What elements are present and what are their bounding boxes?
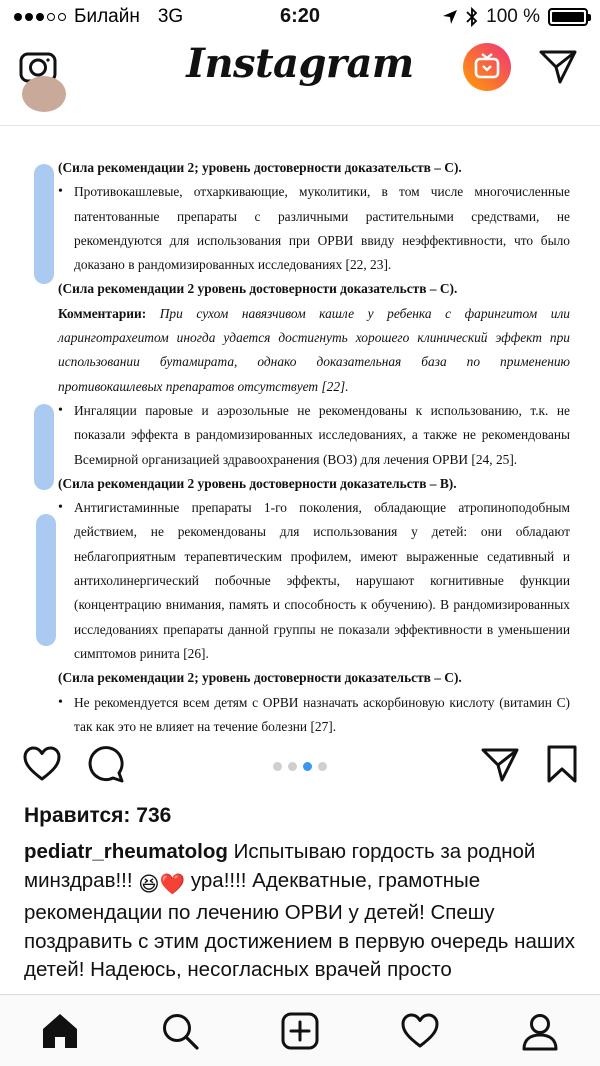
bluetooth-icon: [466, 7, 478, 27]
search-icon[interactable]: [160, 1011, 200, 1051]
home-icon[interactable]: [40, 1011, 80, 1051]
igtv-icon[interactable]: [462, 42, 512, 92]
save-icon[interactable]: [544, 744, 580, 784]
avatar[interactable]: [22, 76, 66, 112]
doc-comment-label: Комментарии:: [58, 305, 147, 321]
document-text: [58, 156, 570, 739]
highlight-mark: [36, 514, 56, 646]
app-header: [0, 36, 600, 100]
post-image[interactable]: [0, 126, 600, 738]
carousel-dot: [318, 762, 327, 771]
caption-text: Испытываю гордость за родной минздрав!!!: [24, 840, 536, 892]
action-bar: [0, 740, 600, 796]
new-post-icon[interactable]: [280, 1011, 320, 1051]
likes-count[interactable]: Нравится: 736: [24, 804, 172, 827]
instagram-logo: Instagram: [186, 40, 414, 87]
caption-text-continued: ура!!!! Адекватные, грамотные рекомендации по лечению ОРВИ у детей! Спешу поздравить с этим достижением в первую очередь наших детей! Надеюсь, несогласных врачей просто: [24, 868, 576, 981]
doc-comment-text: При сухом навязчивом кашле у ребенка с фарингитом или ларинготрахеитом иногда удается достигнуть хорошего клинический эффект при использовании бутамирата, однако доказательная база по применению противокашлевых препаратов отсутствует [22].: [58, 305, 570, 394]
caption-username[interactable]: pediatr_rheumatolog: [24, 840, 228, 863]
network-type: 3G: [157, 6, 184, 27]
activity-icon[interactable]: [400, 1011, 440, 1051]
status-bar: [0, 0, 600, 36]
highlight-mark: [34, 164, 54, 284]
status-right: [442, 6, 588, 28]
battery-fill: [552, 12, 584, 22]
heart-emoji-icon: ❤️: [159, 872, 186, 896]
share-icon[interactable]: [480, 744, 520, 784]
laughing-emoji-icon: 😆: [138, 872, 160, 896]
post-caption: [24, 838, 580, 994]
doc-comment: [58, 302, 570, 399]
header-divider: [0, 102, 600, 126]
direct-message-icon[interactable]: [538, 46, 578, 86]
carousel-dot: [273, 762, 282, 771]
battery-percent: 100 %: [486, 6, 540, 27]
carrier-name: Билайн: [74, 6, 140, 27]
location-icon: [442, 9, 458, 25]
bottom-nav: [0, 994, 600, 1066]
doc-bullet: • Не рекомендуется всем детям с ОРВИ назначать аскорбиновую кислоту (витамин С) так как это не влияет на течение болезни [27].: [58, 691, 570, 740]
doc-line: (Сила рекомендации 2 уровень достоверности доказательств – С).: [58, 281, 458, 297]
profile-icon[interactable]: [520, 1011, 560, 1051]
battery-icon: [548, 8, 588, 26]
carousel-dot: [288, 762, 297, 771]
doc-bullet: • Антигистаминные препараты 1-го поколения, обладающие атропиноподобным действием, не рекомендованы для использования у детей: они обладают неблагоприятным терапевтическим профилем, имеют выраженные седативный и антихолинергический побочные эффекты, нарушают когнитивные функции (концентрацию внимания, память и способность к обучению). В рандомизированных исследованиях препараты данной группы не показали эффективности в уменьшении симптомов ринита [26].: [58, 496, 570, 666]
highlight-mark: [34, 404, 54, 490]
doc-bullet: • Ингаляции паровые и аэрозольные не рекомендованы к использованию, т.к. не показали эффекта в рандомизированных исследованиях, а также не рекомендованы Всемирной организацией здравоохранения (ВОЗ) для лечения ОРВИ [24, 25].: [58, 399, 570, 472]
doc-line: (Сила рекомендации 2; уровень достоверности доказательств – С).: [58, 670, 462, 686]
doc-line: (Сила рекомендации 2; уровень достоверности доказательств – С).: [58, 160, 462, 175]
carousel-dot: [303, 762, 312, 771]
status-time: 6:20: [279, 5, 321, 27]
doc-bullet: • Противокашлевые, отхаркивающие, муколитики, в том числе многочисленные патентованные препараты с различными растительными средствами, не рекомендуются для использования при ОРВИ ввиду неэффективности, что было доказано в рандомизированных исследованиях [22, 23].: [58, 180, 570, 277]
doc-line: (Сила рекомендации 2 уровень достоверности доказательств – В).: [58, 475, 457, 491]
